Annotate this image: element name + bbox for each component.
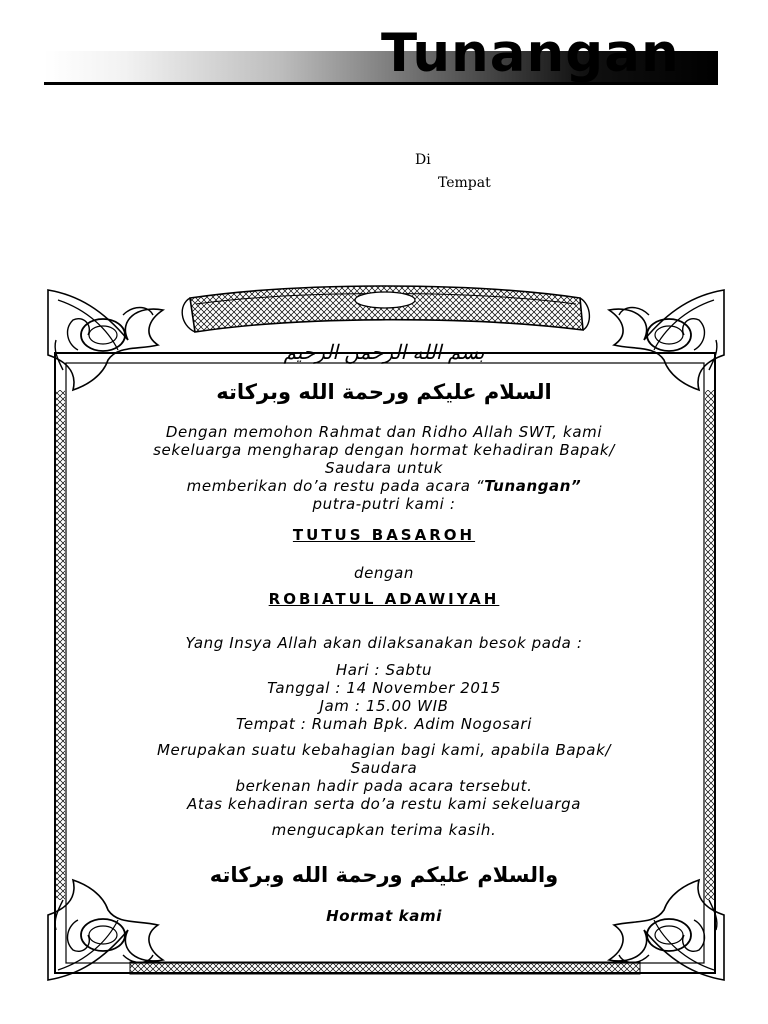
closing-line-4: Atas kehadiran serta do’a restu kami sekeluarga <box>186 795 582 813</box>
intro-line-1: Dengan memohon Rahmat dan Ridho Allah SWT, kami <box>165 423 603 441</box>
groom-name: TUTUS BASAROH <box>292 526 476 544</box>
closing-line-1: Merupakan suatu kebahagian bagi kami, apabila Bapak/ <box>156 741 612 759</box>
address-line-di: Di <box>415 152 431 168</box>
schedule-place: Tempat : Rumah Bpk. Adim Nogosari <box>236 715 532 733</box>
closing-line-3: berkenan hadir pada acara tersebut. <box>235 777 533 795</box>
schedule-day: Hari : Sabtu <box>335 661 433 679</box>
page-title: Tunangan <box>381 23 680 84</box>
schedule-intro: Yang Insya Allah akan dilaksanakan besok pada : <box>185 634 583 652</box>
intro-line-2: sekeluarga mengharap dengan hormat kehadiran Bapak/ <box>153 441 615 459</box>
signoff: Hormat kami <box>326 907 442 925</box>
bride-name: ROBIATUL ADAWIYAH <box>268 590 500 608</box>
connector-text: dengan <box>353 564 415 582</box>
closing-line-5: mengucapkan terima kasih. <box>271 821 497 839</box>
event-name: Tunangan” <box>484 477 582 495</box>
closing-line-2: Saudara <box>350 759 418 777</box>
intro-line-5: putra-putri kami : <box>312 495 456 513</box>
closing-salam-calligraphy: والسلام عليكم ورحمة الله وبركاته <box>209 863 559 887</box>
opening-salam-calligraphy: السلام عليكم ورحمة الله وبركاته <box>216 380 552 404</box>
intro-line-3: Saudara untuk <box>325 459 443 477</box>
intro-line-4 <box>100 477 668 495</box>
schedule-date: Tanggal : 14 November 2015 <box>267 679 501 697</box>
address-line-tempat: Tempat <box>438 175 491 191</box>
intro-line-4-text: memberikan do’a restu pada acara “ <box>186 477 485 495</box>
schedule-time: Jam : 15.00 WIB <box>319 697 449 715</box>
bismillah-calligraphy: بسم الله الرحمن الرحيم <box>283 340 485 364</box>
